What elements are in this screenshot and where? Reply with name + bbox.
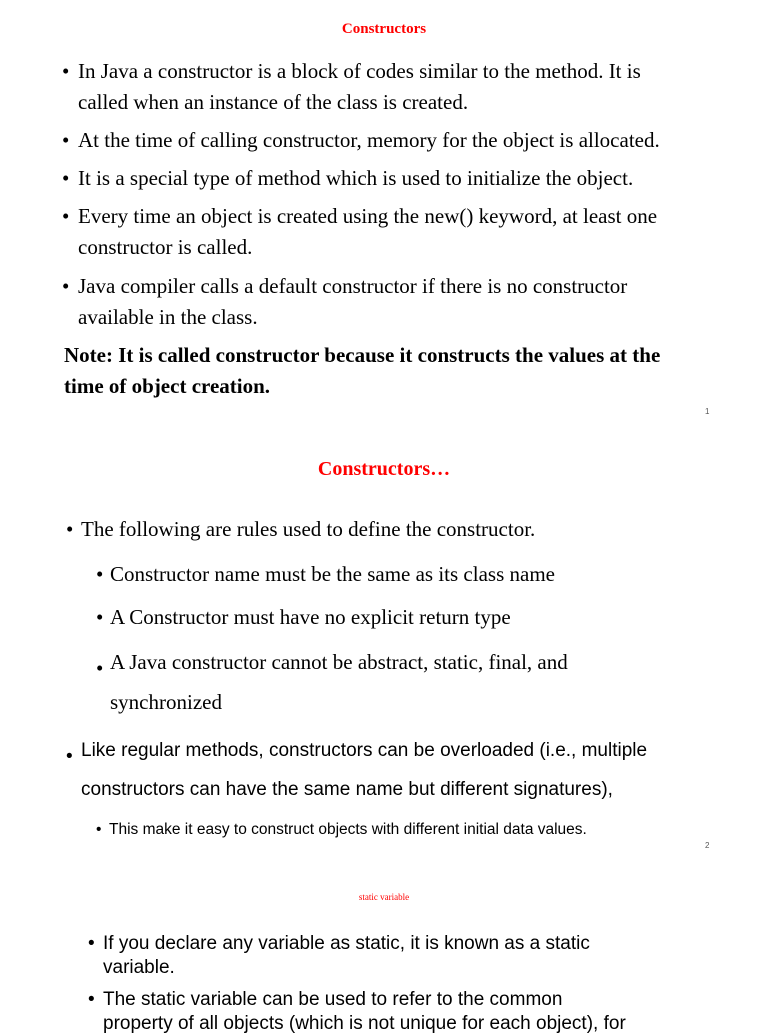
- slide-1-bullet-1: [62, 56, 641, 118]
- bullet-text: In Java a constructor is a block of codes similar to the method. It is: [78, 59, 641, 83]
- slide-2-bullet-overload: [66, 737, 647, 804]
- slide-1-title: Constructors: [341, 21, 427, 37]
- bullet-text: The static variable can be used to refer to the common: [103, 989, 563, 1010]
- slide-1-bullet-2: [62, 125, 660, 156]
- bullet-text: If you declare any variable as static, it is known as a static: [103, 933, 590, 954]
- bullet-dot-icon: •: [62, 166, 70, 190]
- bullet-text: Constructor name must be the same as its class name: [110, 562, 555, 586]
- page-number: 2: [705, 841, 710, 850]
- page-number: 1: [705, 407, 710, 416]
- slide-1-bullet-4: [62, 201, 657, 263]
- bullet-text: synchronized: [110, 690, 222, 714]
- slide-2-sub-bullet-2: [96, 603, 511, 631]
- note-line: Note: It is called constructor because it constructs the values at the: [64, 343, 661, 367]
- bullet-text: called when an instance of the class is created.: [78, 90, 469, 114]
- bullet-dot-icon: •: [96, 605, 104, 629]
- bullet-text: available in the class.: [78, 305, 258, 329]
- bullet-text: constructors can have the same name but different signatures),: [81, 779, 613, 800]
- bullet-text: constructor is called.: [78, 235, 253, 259]
- slide-1-bullet-3: [62, 163, 633, 194]
- slide-3-title: static variable: [358, 892, 410, 902]
- bullet-text: It is a special type of method which is used to initialize the object.: [78, 166, 634, 190]
- bullet-dot-icon: •: [96, 656, 104, 680]
- bullet-dot-icon: •: [88, 933, 95, 954]
- bullet-text: A Constructor must have no explicit return type: [110, 605, 511, 629]
- bullet-dot-icon: •: [62, 204, 70, 228]
- bullet-dot-icon: •: [62, 274, 70, 298]
- bullet-dot-icon: •: [96, 821, 102, 838]
- bullet-text: Like regular methods, constructors can be overloaded (i.e., multiple: [81, 740, 648, 761]
- bullet-text: Every time an object is created using the new() keyword, at least one: [78, 204, 658, 228]
- slide-2-bullet-main: [66, 515, 535, 543]
- slide-1-note: [64, 340, 660, 402]
- bullet-text: property of all objects (which is not unique for each object), for: [103, 1013, 626, 1034]
- bullet-text: Java compiler calls a default constructor if there is no constructor: [78, 274, 628, 298]
- bullet-dot-icon: •: [62, 59, 70, 83]
- bullet-dot-icon: •: [62, 128, 70, 152]
- bullet-text: The following are rules used to define the constructor.: [81, 517, 536, 541]
- slide-2-sub-bullet-1: [96, 560, 555, 588]
- slide-3-bullet-2: [88, 988, 626, 1036]
- bullet-text: A Java constructor cannot be abstract, static, final, and: [110, 650, 568, 674]
- slide-2-title: Constructors…: [317, 458, 451, 480]
- bullet-text: At the time of calling constructor, memory for the object is allocated.: [78, 128, 660, 152]
- slide-2-sub-bullet-overload: [96, 820, 587, 840]
- bullet-dot-icon: •: [96, 562, 104, 586]
- slide-1-bullet-5: [62, 271, 627, 333]
- slide-3-bullet-1: [88, 932, 590, 980]
- slide-2-sub-bullet-3: [96, 648, 568, 716]
- bullet-text: variable.: [103, 957, 175, 978]
- bullet-text: This make it easy to construct objects with different initial data values.: [109, 821, 587, 838]
- bullet-dot-icon: •: [66, 746, 73, 767]
- bullet-dot-icon: •: [88, 989, 95, 1010]
- bullet-dot-icon: •: [66, 517, 74, 541]
- note-line: time of object creation.: [64, 374, 271, 398]
